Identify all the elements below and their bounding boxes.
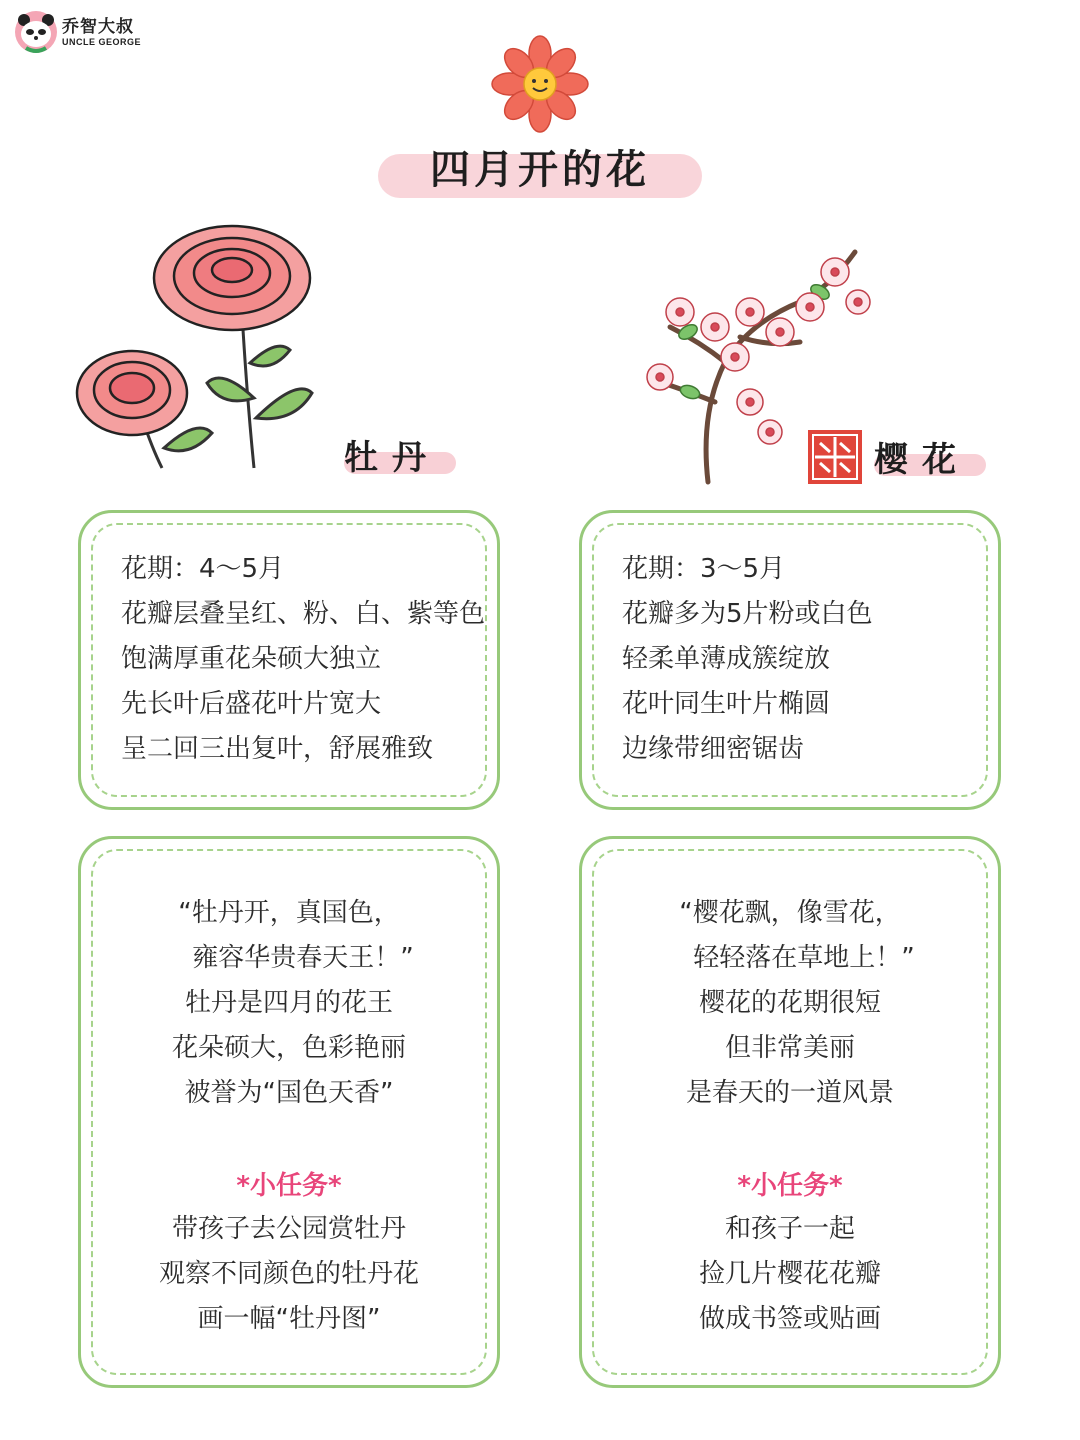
sakura-info-line: 花叶同生叶片椭圆 — [622, 689, 831, 719]
sakura-info-line: 边缘带细密锯齿 — [622, 734, 805, 764]
sakura-name: 樱花 — [874, 440, 970, 480]
peony-info-card — [78, 510, 500, 810]
seal-stamp-icon — [806, 428, 864, 486]
smiling-flower-icon — [490, 34, 590, 134]
sakura-info-line: 花期：3～5月 — [622, 554, 786, 584]
peony-story-line: 牡丹是四月的花王 — [184, 988, 393, 1018]
title-block — [378, 138, 702, 202]
peony-story-line: 雍容华贵春天王！” — [192, 943, 414, 973]
sakura-task-list — [582, 1207, 998, 1342]
peony-task-line: 观察不同颜色的牡丹花 — [158, 1259, 419, 1289]
peony-task-title: *小任务* — [236, 1171, 342, 1201]
peony-info-line: 先长叶后盛花叶片宽大 — [121, 689, 382, 719]
sakura-task-line: 做成书签或贴画 — [698, 1304, 881, 1334]
panda-logo-icon — [14, 10, 58, 54]
peony-story-line: 被誉为“国色天香” — [184, 1078, 394, 1108]
peony-info-list — [121, 547, 485, 772]
peony-info-line: 花期：4～5月 — [121, 554, 285, 584]
peony-info-line: 花瓣层叠呈红、粉、白、紫等色 — [121, 599, 486, 629]
sakura-story-line: 樱花的花期很短 — [698, 988, 881, 1018]
sakura-story-line: “樱花飘，像雪花， — [679, 898, 901, 928]
peony-story-card — [78, 836, 500, 1388]
sakura-name-block — [874, 440, 986, 480]
sakura-info-card — [579, 510, 1001, 810]
peony-name: 牡丹 — [344, 438, 440, 478]
sakura-story-line: 是春天的一道风景 — [685, 1078, 894, 1108]
peony-illustration — [72, 218, 372, 488]
peony-story-line: 花朵硕大，色彩艳丽 — [171, 1033, 406, 1063]
peony-info-line: 饱满厚重花朵硕大独立 — [121, 644, 382, 674]
brand-logo-block — [14, 10, 141, 54]
seal-stamp — [806, 428, 864, 486]
peony-name-block — [344, 438, 456, 478]
sakura-story-line: 但非常美丽 — [724, 1033, 855, 1063]
sakura-story-line: 轻轻落在草地上！” — [693, 943, 915, 973]
sakura-info-list — [622, 547, 873, 772]
peony-info-line: 呈二回三出复叶，舒展雅致 — [121, 734, 434, 764]
sakura-info-line: 花瓣多为5片粉或白色 — [622, 599, 873, 629]
sakura-info-line: 轻柔单薄成簇绽放 — [622, 644, 831, 674]
sakura-story-list — [582, 891, 998, 1116]
peony-story-line: “牡丹开，真国色， — [178, 898, 400, 928]
sakura-task-line: 和孩子一起 — [724, 1214, 855, 1244]
brand-name-cn: 乔智大叔 — [62, 16, 134, 37]
peony-task-line: 画一幅“牡丹图” — [197, 1304, 381, 1334]
sakura-task-title: *小任务* — [737, 1171, 843, 1201]
page-title: 四月开的花 — [430, 147, 650, 193]
peony-story-list — [81, 891, 497, 1116]
peony-task-line: 带孩子去公园赏牡丹 — [171, 1214, 406, 1244]
sakura-task-line: 捡几片樱花花瓣 — [698, 1259, 881, 1289]
sakura-story-card — [579, 836, 1001, 1388]
brand-name-en: UNCLE GEORGE — [62, 36, 142, 47]
peony-task-list — [81, 1207, 497, 1342]
